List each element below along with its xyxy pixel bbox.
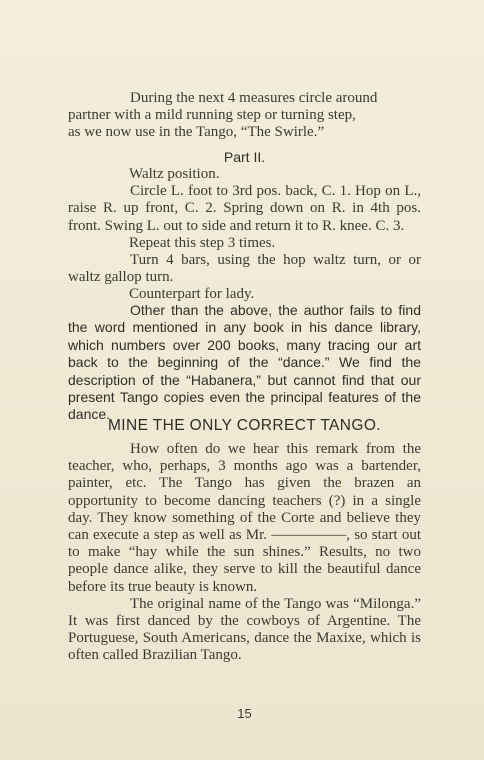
- step-waltz-position: Waltz position.: [129, 166, 220, 182]
- intro-line-3: as we now use in the Tango, “The Swirle.”: [68, 124, 325, 141]
- intro-line-1: During the next 4 measures circle around: [130, 90, 378, 106]
- intro-paragraph: [68, 90, 421, 142]
- step-turn: Turn 4 bars, using the hop waltz turn, or or waltz gallop turn.: [68, 252, 421, 286]
- other-paragraph: Other than the above, the author fails to find the word mentioned in any book in his dance library, which numbers over 200 books, many tracing our art back to the beginning of the “dance.” We find the description of the “Habanera,” but cannot find that our present Tango copies even the principal features of the dance.: [68, 302, 421, 423]
- step-repeat: Repeat this step 3 times.: [129, 234, 276, 251]
- steps-section: [68, 166, 421, 304]
- section-heading: MINE THE ONLY CORRECT TANGO.: [107, 417, 382, 434]
- part-title: Part II.: [223, 149, 266, 165]
- body-section: [68, 441, 421, 665]
- page-number: 15: [237, 706, 252, 721]
- step-counterpart: Counterpart for lady.: [129, 286, 255, 303]
- intro-line-2: partner with a mild running step or turning step,: [68, 107, 356, 124]
- step-circle: Circle L. foot to 3rd pos. back, C. 1. Hop on L., raise R. up front, C. 2. Spring down on R. in 4th pos. front. Swing L. out to side and return it to R. knee. C. 3.: [68, 183, 421, 234]
- original-name-paragraph: The original name of the Tango was “Milonga.” It was first danced by the cowboys of Argentine. The Portuguese, South Americans, dance the Maxixe, which is often called Brazilian Tango.: [68, 595, 421, 664]
- how-often-paragraph: How often do we hear this remark from the teacher, who, perhaps, 3 months ago was a bartender, painter, etc. The Tango has given the brazen an opportunity to become dancing teachers (?) in a single day. They know something of the Corte and believe they can execute a step as well as Mr. —————, so start out to make “hay while the sun shines.” Results, no two people dance alike, they serve to kill the beautiful dance before its true beauty is known.: [68, 441, 421, 595]
